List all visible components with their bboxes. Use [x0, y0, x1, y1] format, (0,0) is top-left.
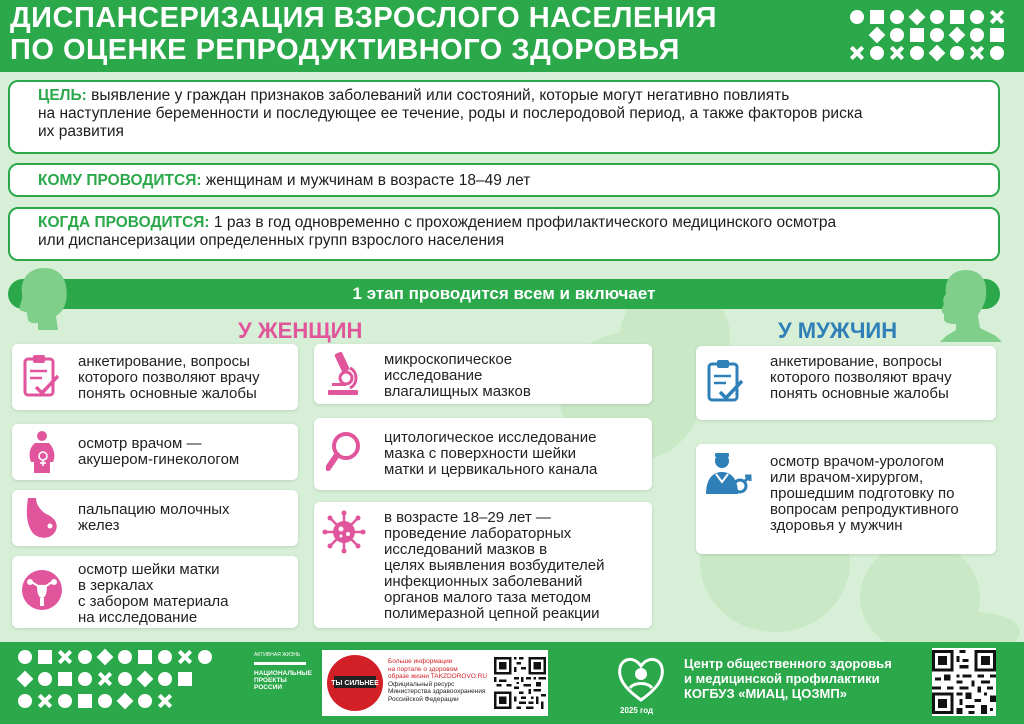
women-item-5-line-3: влагалищных мазков — [384, 383, 531, 400]
goal-text-2: на наступление беременности и последующее ее течение, роды и послеродовой период, а также факторов риска — [38, 105, 863, 122]
portal-line-5: Министерства здравоохранения — [388, 688, 486, 695]
women-item-6-line-3: матки и цервикального канала — [384, 461, 598, 478]
women-item-3-line-2: желез — [78, 517, 120, 534]
portal-line-4: Официальный ресурс — [388, 680, 455, 688]
goal-text-3: их развития — [38, 123, 124, 140]
men-item-1-line-1: анкетирование, вопросы — [770, 353, 942, 370]
men-item-2-line-4: вопросам репродуктивного — [770, 501, 959, 518]
np-logo-main-text: НАЦИОНАЛЬНЫЕ ПРОЕКТЫ РОССИИ — [254, 670, 312, 691]
health-center-logo-icon — [616, 652, 666, 704]
women-card-microscopy — [314, 344, 652, 404]
man-silhouette-icon — [926, 266, 1002, 342]
virus-icon — [322, 510, 366, 554]
portal-text — [388, 658, 500, 703]
women-item-7-line-4: целях выявления возбудителей — [384, 557, 605, 574]
clipboard-check-icon — [22, 354, 60, 398]
breast-icon — [22, 496, 62, 540]
who-box — [8, 163, 1000, 197]
women-item-7-line-2: проведение лабораторных — [384, 525, 572, 542]
footer — [0, 642, 1024, 724]
qr-code-portal[interactable] — [494, 656, 546, 710]
uterus-icon — [20, 568, 64, 614]
women-item-2-line-2: акушером-гинекологом — [78, 451, 240, 468]
qr-code-center[interactable] — [932, 648, 996, 716]
stronger-logo-icon — [326, 654, 384, 712]
goal-label: ЦЕЛЬ: — [38, 87, 87, 104]
doctor-male-icon — [702, 452, 754, 498]
men-item-2-line-3: прошедшим подготовку по — [770, 485, 955, 502]
men-item-1-line-2: которого позволяют врачу — [770, 369, 952, 386]
page-title — [10, 2, 717, 66]
women-card-breast — [12, 490, 298, 546]
men-heading: У МУЖЧИН — [778, 318, 898, 343]
men-card-survey — [696, 346, 996, 420]
women-item-2-line-1: осмотр врачом — — [78, 435, 202, 452]
partner-info-block — [322, 650, 548, 716]
national-projects-logo — [254, 650, 310, 716]
women-item-7-line-7: полимеразной цепной реакции — [384, 605, 600, 622]
men-item-1-line-3: понять основные жалобы — [770, 385, 949, 402]
women-item-7-line-3: исследований мазков в — [384, 541, 548, 558]
portal-line-6: Российской Федерации — [388, 695, 459, 703]
women-item-7-line-5: инфекционных заболеваний — [384, 573, 583, 590]
logo-year: 2025 год — [620, 706, 654, 715]
goal-text-1: выявление у граждан признаков заболеваний или состояний, которые могут негативно повлиять — [86, 87, 790, 104]
women-item-6-line-1: цитологическое исследование — [384, 429, 597, 446]
women-item-5-line-2: исследование — [384, 367, 483, 384]
org-line-3: КОГБУЗ «МИАЦ, ЦОЗМП» — [684, 686, 847, 701]
organization-name — [684, 656, 892, 701]
goal-box — [8, 80, 1000, 154]
women-item-7-line-1: в возрасте 18–29 лет — — [384, 509, 551, 526]
women-item-4-line-1: осмотр шейки матки — [78, 561, 220, 578]
women-item-1-line-1: анкетирование, вопросы — [78, 353, 250, 370]
women-card-gynecologist — [12, 424, 298, 480]
women-item-4-line-4: на исследование — [78, 609, 198, 626]
pregnant-woman-icon — [26, 430, 58, 474]
stronger-logo-text: ТЫ СИЛЬНЕЕ — [331, 680, 379, 687]
women-item-1-line-3: понять основные жалобы — [78, 385, 257, 402]
decorative-shapes — [14, 648, 214, 718]
women-card-survey — [12, 344, 298, 410]
women-item-5-line-1: микроскопическое — [384, 351, 513, 368]
women-item-6-line-2: мазка с поверхности шейки — [384, 445, 576, 462]
when-text-1: 1 раз в год одновременно с прохождением профилактического медицинского осмотра — [209, 214, 837, 231]
men-item-2-line-2: или врачом-хирургом, — [770, 469, 924, 486]
np-logo-small-text: АКТИВНАЯ ЖИЗНЬ — [254, 652, 301, 658]
women-card-cervix — [12, 556, 298, 628]
women-item-3-line-1: пальпацию молочных — [78, 501, 230, 518]
portal-line-2: на портале о здоровом — [388, 665, 458, 673]
women-item-4-line-3: с забором материала — [78, 593, 229, 610]
org-line-2: и медицинской профилактики — [684, 671, 880, 686]
stage-banner: 1 этап проводится всем и включает — [8, 279, 1000, 309]
when-label: КОГДА ПРОВОДИТСЯ: — [38, 214, 210, 231]
microscope-icon — [324, 350, 362, 396]
woman-silhouette-icon — [14, 266, 72, 330]
when-text-2: или диспансеризации определенных групп взрослого населения — [38, 232, 505, 249]
women-item-7-line-6: органов малого таза методом — [384, 589, 592, 606]
who-text: женщинам и мужчинам в возрасте 18–49 лет — [201, 172, 531, 189]
header — [0, 0, 1024, 72]
women-item-1-line-2: которого позволяют врачу — [78, 369, 260, 386]
decorative-shapes — [840, 4, 1020, 68]
title-line-2: ПО ОЦЕНКЕ РЕПРОДУКТИВНОГО ЗДОРОВЬЯ — [10, 34, 680, 66]
men-card-urologist — [696, 444, 996, 554]
who-label: КОМУ ПРОВОДИТСЯ: — [38, 172, 202, 189]
men-item-2-line-1: осмотр врачом-урологом — [770, 453, 945, 470]
when-box — [8, 207, 1000, 261]
title-line-1: ДИСПАНСЕРИЗАЦИЯ ВЗРОСЛОГО НАСЕЛЕНИЯ — [10, 2, 718, 34]
magnifier-icon — [326, 430, 364, 472]
women-heading: У ЖЕНЩИН — [238, 318, 363, 343]
portal-line-3: образе жизни TAKZDOROVO.RU — [388, 673, 488, 680]
women-card-pcr — [314, 502, 652, 628]
women-item-4-line-2: в зеркалах — [78, 577, 154, 594]
portal-line-1: Больше информации — [388, 658, 453, 665]
men-item-2-line-5: здоровья у мужчин — [770, 517, 903, 534]
clipboard-check-icon — [706, 358, 744, 404]
org-line-1: Центр общественного здоровья — [684, 656, 892, 671]
women-card-cytology — [314, 418, 652, 490]
